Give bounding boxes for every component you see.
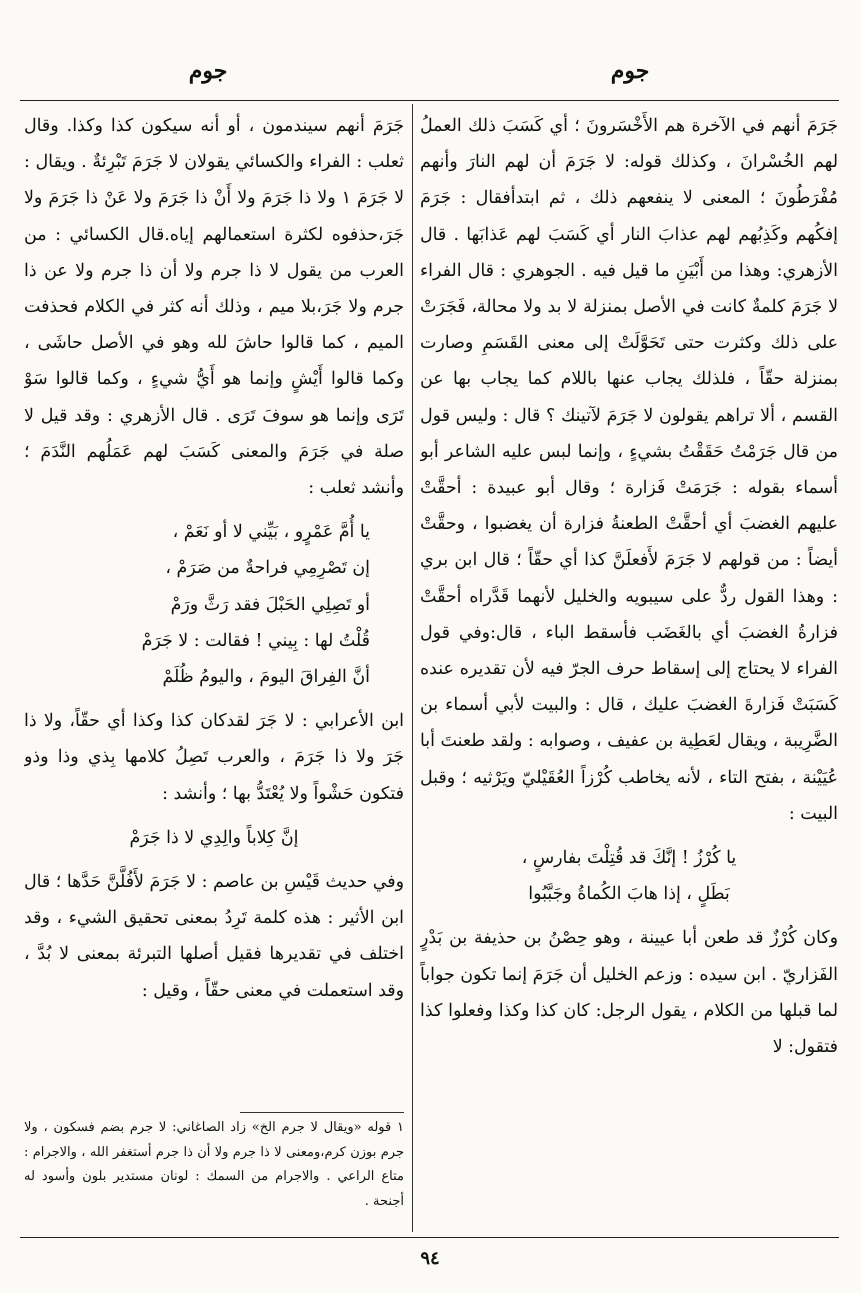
column-divider: [412, 104, 413, 1232]
header-word-right: جوم: [610, 58, 650, 84]
footnote-rule: [240, 1112, 404, 1113]
verse-line: إنَّ كِلاباً والِدِي لا ذا جَرَمْ: [129, 827, 299, 848]
footnote: [24, 1116, 404, 1226]
verse-line: يا كُرْزُ ! إنَّكَ قد قُتِلْتَ بفارسٍ ،: [521, 848, 737, 869]
page-number: ٩٤: [420, 1248, 440, 1269]
paragraph: جَرَمَ أنهم سيندمون ، أو أنه سيكون كذا وكذا. وقال ثعلب : الفراء والكسائي يقولان لا جَرَمَ تَبْرِئةٌ . ويقال : لا جَرَمَ ١ ولا ذا جَرَمَ ولا أَنْ ذا جَرَمَ ولا عَنْ ذا جَرَمَ ولا جَرَ،حذفوه لكثرة استعمالهم إياه.قال الكسائي : من العرب من يقول لا ذا جرم ولا أن ذا جرم ولا عن ذا جرم ولا جَرَ،بلا ميم ، وذلك أنه كثر في الكلام فحذفت الميم ، كما قالوا حاشَ لله وهو في الأصل حاشَى ، وكما قالوا أَيْشٍ وإنما هو أَيُّ شيءٍ ، وكما قالوا سَوْ تَرَى وإنما هو سوفَ تَرَى . قال الأزهري : وقد قيل لا صلة في جَرَمَ والمعنى كَسَبَ لهم عَمَلُهم النَّدَمَ ؛ وأنشد ثعلب :: [24, 116, 404, 499]
paragraph: جَرَمَ أنهم في الآخرة هم الأَخْسَرونَ ؛ أي كَسَبَ ذلك العملُ لهم الخُسْرانَ ، وكذلك قوله: لا جَرَمَ أن لهم النارَ وأنهم مُفْرَطُونَ ؛ المعنى لا ينفعهم ذلك ، ثم ابتدأفقال : جَرَمَ إفكُهم وكَذِبُهم لهم عذابَ النار أي كَسَبَ لهم عَذابَها . قال الأزهري: وهذا من أَبْيَنِ ما قيل فيه . الجوهري : قال الفراء لا جَرَمَ كلمةٌ كانت في الأصل بمنزلة لا بد ولا محالة، فَجَرَتْ على ذلك وكثرت حتى تَحَوَّلَتْ إلى معنى القَسَمِ وصارت بمنزلة حقّاً ، فلذلك يجاب عنها باللام كما يجاب بها عن القسم ، ألا تراهم يقولون لا جَرَمَ لآتينك ؟ قال : وليس قول من قال جَرَمْتُ حَقَقْتُ بشيءٍ ، وإنما لبس عليه الشاعر أبو أسماء بقوله : جَرَمَتْ فَزارة ؛ وقال أبو عبيدة : أحقَّتْ عليهم الغضبَ أي أحقَّتْ الطعنةُ فزارة أن يغضبوا ، وحقَّتْ أيضاً : من قولهم لا جَرَمَ لأَفعلَنَّ كذا أي حقّاً ؛ قال ابن بري : وهذا القول ردٌّ على سيبويه والخليل لأنهما قَدَّراه أحقَّتْ فزارةُ الغضبَ أي بالغَضَب فأسقط الباء ، قال:وفي قول الفراء لا يحتاج إلى إسقاط حرف الجرّ فيه لأن تقديره عنده كَسَبَتْ فَزارةَ الغضبَ عليك ، قال : والبيت لأبي أسماء بن الضَّرِيبة ، ويقال لعَطِية بن عفيف ، وصوابه : ولقد طعنتَ أبا عُيَيْنة ، بفتح التاء ، لأنه يخاطب كُرْزاً العُقَيْليّ ويَرْثيه ؛ وقبل البيت :: [420, 116, 838, 824]
paragraph: ابن الأعرابي : لا جَرَ لقدكان كذا وكذا أي حقّاً، ولا ذا جَرَ ولا ذا جَرَمَ ، والعرب تَصِلُ كلامها بِذي وذا وذو فتكون حَشْواً ولا يُعْتَدُّ بها ؛ وأنشد :: [24, 711, 404, 804]
verse-line: يا أُمَّ عَمْرٍو ، بَيِّني لا أو نَعَمْ ،: [172, 522, 370, 543]
spacer: [24, 856, 404, 864]
spacer: [24, 695, 404, 703]
verse-line: أنَّ الفِراقَ اليومَ ، واليومُ ظُلَمْ: [162, 667, 370, 688]
verse-line: قُلْتُ لها : بِيني ! فقالت : لا جَرَمْ: [141, 630, 370, 651]
spacer: [24, 812, 404, 820]
footer-rule: [20, 1237, 839, 1238]
spacer: [420, 912, 838, 920]
paragraph: وفي حديث قَيْسِ بن عاصم : لا جَرَمَ لأَفُلَّنَّ حَدَّها ؛ قال ابن الأثير : هذه كلمة تَرِدُ بمعنى تحقيق الشيء ، وقد اختلف في تقديرها فقيل أصلها التبرئة بمعنى لا بُدَّ ، وقد استعملت في معنى حقّاً ، وقيل :: [24, 872, 404, 1001]
header-rule: [20, 100, 839, 101]
right-column: [420, 108, 838, 1232]
footnote-text: ١ قوله «ويقال لا جرم الخ» زاد الصاغاني: لا جرم بضم فسكون ، ولا جرم بوزن كرم،ومعنى لا ذا جرم ولا أن ذا جرم أستغفر الله ، والاجرام : متاع الراعي . والاجرام من السمك : لونان مستدير بلون وأسود له أجنحة .: [24, 1120, 404, 1209]
spacer: [24, 506, 404, 514]
paragraph: وكان كُرْزٌ قد طعن أبا عيينة ، وهو حِصْنُ بن حذيفة بن بَدْرٍ الفَزاريّ . ابن سيده : وزعم الخليل أن جَرَمَ إنما تكون جواباً لما قبلها من الكلام ، يقول الرجل: كان كذا وكذا وفعلوا كذا فتقول: لا: [420, 928, 838, 1058]
spacer: [420, 832, 838, 840]
header-word-left: جوم: [188, 58, 228, 84]
left-column: [24, 108, 404, 1103]
verse-line: بَطَلٍ ، إذا هابَ الكُماةُ وجَبَّبُوا: [528, 884, 730, 905]
verse-line: أو تَصِلِي الحَبْلَ فقد رَثَّ ورَمْ: [170, 594, 370, 615]
verse-line: إن تَصْرِمِي فراحةٌ من صَرَمْ ،: [165, 558, 370, 579]
